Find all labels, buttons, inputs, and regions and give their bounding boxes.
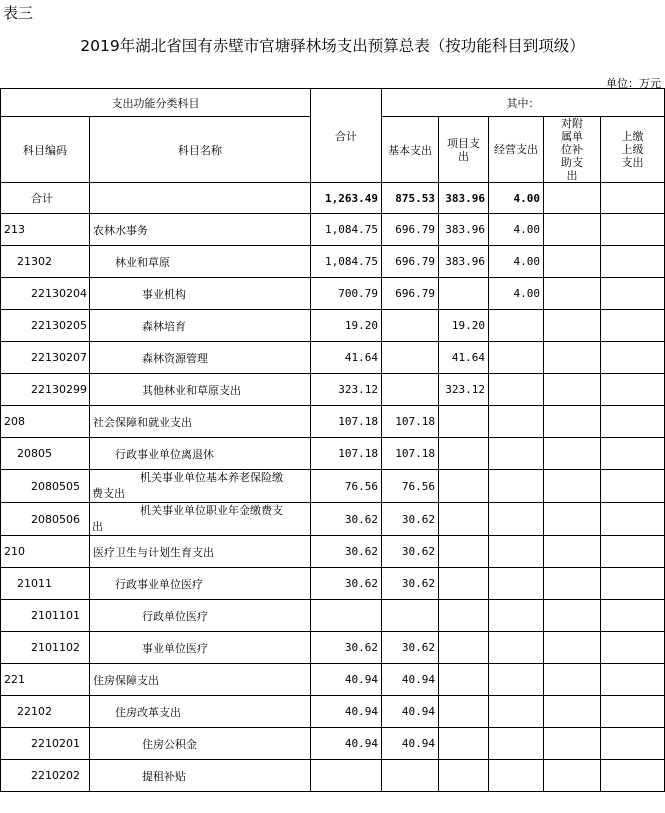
row-name: 事业单位医疗 [90, 632, 311, 664]
row-basic: 696.79 [382, 246, 439, 278]
row-name: 医疗卫生与计划生育支出 [90, 536, 311, 568]
row-basic [382, 600, 439, 632]
row-basic: 76.56 [382, 470, 439, 503]
row-basic: 30.62 [382, 536, 439, 568]
summary-upper [601, 183, 665, 214]
row-code: 221 [1, 664, 90, 696]
row-upper [601, 438, 665, 470]
row-project [439, 632, 489, 664]
table-row [1, 214, 665, 246]
header-name: 科目名称 [90, 117, 311, 183]
row-upper [601, 568, 665, 600]
summary-subsidiary [544, 183, 601, 214]
header-basic: 基本支出 [382, 117, 439, 183]
row-operating [489, 664, 544, 696]
row-name: 住房保障支出 [90, 664, 311, 696]
row-operating [489, 536, 544, 568]
row-name: 森林资源管理 [90, 342, 311, 374]
table-row [1, 374, 665, 406]
row-code: 22130207 [1, 342, 90, 374]
row-code: 2101102 [1, 632, 90, 664]
row-upper [601, 470, 665, 503]
row-operating [489, 310, 544, 342]
row-project [439, 278, 489, 310]
row-name: 行政事业单位离退休 [90, 438, 311, 470]
row-project [439, 536, 489, 568]
row-name: 农林水事务 [90, 214, 311, 246]
unit-note: 单位：万元 [606, 77, 661, 90]
row-name: 行政单位医疗 [90, 600, 311, 632]
header-operating: 经营支出 [489, 117, 544, 183]
row-name: 林业和草原 [90, 246, 311, 278]
table-row [1, 536, 665, 568]
row-upper [601, 536, 665, 568]
row-code: 20805 [1, 438, 90, 470]
row-name [90, 470, 311, 503]
table-label: 表三 [3, 4, 34, 22]
row-basic [382, 342, 439, 374]
row-name-line2: 费支出 [92, 487, 125, 500]
row-subsidiary [544, 728, 601, 760]
row-upper [601, 503, 665, 536]
row-code: 22130299 [1, 374, 90, 406]
row-subsidiary [544, 600, 601, 632]
row-subsidiary [544, 406, 601, 438]
table-row [1, 632, 665, 664]
row-operating [489, 342, 544, 374]
table-row [1, 278, 665, 310]
row-upper [601, 310, 665, 342]
row-code: 22102 [1, 696, 90, 728]
table-row [1, 728, 665, 760]
row-operating [489, 632, 544, 664]
table-row [1, 310, 665, 342]
row-basic [382, 374, 439, 406]
row-project [439, 600, 489, 632]
table-row [1, 438, 665, 470]
row-subsidiary [544, 342, 601, 374]
row-subsidiary [544, 214, 601, 246]
row-project [439, 503, 489, 536]
row-upper [601, 342, 665, 374]
row-subsidiary [544, 632, 601, 664]
summary-name-cell [90, 183, 311, 214]
row-name: 社会保障和就业支出 [90, 406, 311, 438]
row-project: 323.12 [439, 374, 489, 406]
header-subsidiary: 对附属单位补助支出 [544, 117, 601, 183]
row-operating: 4.00 [489, 246, 544, 278]
row-subsidiary [544, 470, 601, 503]
row-basic [382, 760, 439, 792]
row-total [311, 760, 382, 792]
row-operating [489, 728, 544, 760]
row-subsidiary [544, 568, 601, 600]
table-row [1, 600, 665, 632]
row-total: 41.64 [311, 342, 382, 374]
row-project [439, 696, 489, 728]
row-name: 住房改革支出 [90, 696, 311, 728]
row-code: 21302 [1, 246, 90, 278]
row-subsidiary [544, 310, 601, 342]
row-basic: 30.62 [382, 632, 439, 664]
row-basic [382, 310, 439, 342]
row-project [439, 760, 489, 792]
row-name [90, 503, 311, 536]
row-operating: 4.00 [489, 214, 544, 246]
summary-total: 1,263.49 [311, 183, 382, 214]
row-project [439, 664, 489, 696]
header-code: 科目编码 [1, 117, 90, 183]
header-upper: 上缴上级支出 [601, 117, 665, 183]
row-upper [601, 406, 665, 438]
row-upper [601, 246, 665, 278]
row-code: 213 [1, 214, 90, 246]
row-code: 2080505 [1, 470, 90, 503]
row-operating [489, 374, 544, 406]
row-subsidiary [544, 503, 601, 536]
row-total: 30.62 [311, 568, 382, 600]
row-project: 383.96 [439, 214, 489, 246]
table-row [1, 503, 665, 536]
row-upper [601, 278, 665, 310]
summary-basic: 875.53 [382, 183, 439, 214]
row-upper [601, 728, 665, 760]
row-total: 30.62 [311, 503, 382, 536]
row-total [311, 600, 382, 632]
table-row [1, 406, 665, 438]
row-subsidiary [544, 438, 601, 470]
table-row [1, 246, 665, 278]
row-basic: 40.94 [382, 664, 439, 696]
row-upper [601, 374, 665, 406]
row-total: 40.94 [311, 664, 382, 696]
row-name-line1: 机关事业单位基本养老保险缴 [140, 471, 283, 484]
row-upper [601, 632, 665, 664]
row-subsidiary [544, 696, 601, 728]
header-total: 合计 [311, 89, 382, 183]
row-basic: 107.18 [382, 438, 439, 470]
row-name-line2: 出 [92, 520, 103, 533]
row-operating [489, 438, 544, 470]
row-subsidiary [544, 246, 601, 278]
row-upper [601, 760, 665, 792]
summary-project: 383.96 [439, 183, 489, 214]
row-upper [601, 696, 665, 728]
row-operating [489, 568, 544, 600]
row-code: 2210201 [1, 728, 90, 760]
row-code: 2080506 [1, 503, 90, 536]
table-row [1, 342, 665, 374]
row-name: 行政事业单位医疗 [90, 568, 311, 600]
budget-table [0, 88, 665, 792]
row-total: 107.18 [311, 438, 382, 470]
row-operating [489, 406, 544, 438]
row-code: 21011 [1, 568, 90, 600]
table-row [1, 664, 665, 696]
row-total: 700.79 [311, 278, 382, 310]
page-title: 2019年湖北省国有赤壁市官塘驿林场支出预算总表（按功能科目到项级） [80, 37, 585, 55]
row-name: 其他林业和草原支出 [90, 374, 311, 406]
row-total: 30.62 [311, 632, 382, 664]
row-name-line1: 机关事业单位职业年金缴费支 [140, 504, 283, 517]
row-code: 208 [1, 406, 90, 438]
row-project [439, 406, 489, 438]
row-project [439, 568, 489, 600]
row-code: 2101101 [1, 600, 90, 632]
row-project [439, 438, 489, 470]
row-name: 住房公积金 [90, 728, 311, 760]
row-operating [489, 600, 544, 632]
row-code: 22130204 [1, 278, 90, 310]
header-of-which: 其中： [382, 89, 665, 117]
row-basic: 40.94 [382, 696, 439, 728]
row-operating: 4.00 [489, 278, 544, 310]
header-project: 项目支出 [439, 117, 489, 183]
row-total: 1,084.75 [311, 246, 382, 278]
row-code: 22130205 [1, 310, 90, 342]
row-basic: 696.79 [382, 278, 439, 310]
row-upper [601, 214, 665, 246]
row-code: 210 [1, 536, 90, 568]
row-subsidiary [544, 374, 601, 406]
summary-label: 合计 [1, 183, 90, 214]
table-row [1, 470, 665, 503]
row-subsidiary [544, 278, 601, 310]
row-subsidiary [544, 536, 601, 568]
row-operating [489, 760, 544, 792]
row-basic: 696.79 [382, 214, 439, 246]
row-project [439, 728, 489, 760]
summary-operating: 4.00 [489, 183, 544, 214]
row-name: 提租补贴 [90, 760, 311, 792]
row-subsidiary [544, 664, 601, 696]
table-row [1, 696, 665, 728]
header-category-group: 支出功能分类科目 [1, 89, 311, 117]
row-basic: 107.18 [382, 406, 439, 438]
row-upper [601, 664, 665, 696]
table-row [1, 760, 665, 792]
row-code: 2210202 [1, 760, 90, 792]
row-total: 76.56 [311, 470, 382, 503]
row-total: 30.62 [311, 536, 382, 568]
row-operating [489, 696, 544, 728]
row-total: 323.12 [311, 374, 382, 406]
row-basic: 30.62 [382, 503, 439, 536]
table-row [1, 568, 665, 600]
row-name: 事业机构 [90, 278, 311, 310]
row-project: 19.20 [439, 310, 489, 342]
row-project [439, 470, 489, 503]
row-operating [489, 470, 544, 503]
row-total: 40.94 [311, 696, 382, 728]
row-subsidiary [544, 760, 601, 792]
row-total: 107.18 [311, 406, 382, 438]
row-total: 1,084.75 [311, 214, 382, 246]
row-project: 383.96 [439, 246, 489, 278]
row-basic: 30.62 [382, 568, 439, 600]
row-basic: 40.94 [382, 728, 439, 760]
row-total: 19.20 [311, 310, 382, 342]
row-name: 森林培育 [90, 310, 311, 342]
row-operating [489, 503, 544, 536]
row-total: 40.94 [311, 728, 382, 760]
row-project: 41.64 [439, 342, 489, 374]
row-upper [601, 600, 665, 632]
